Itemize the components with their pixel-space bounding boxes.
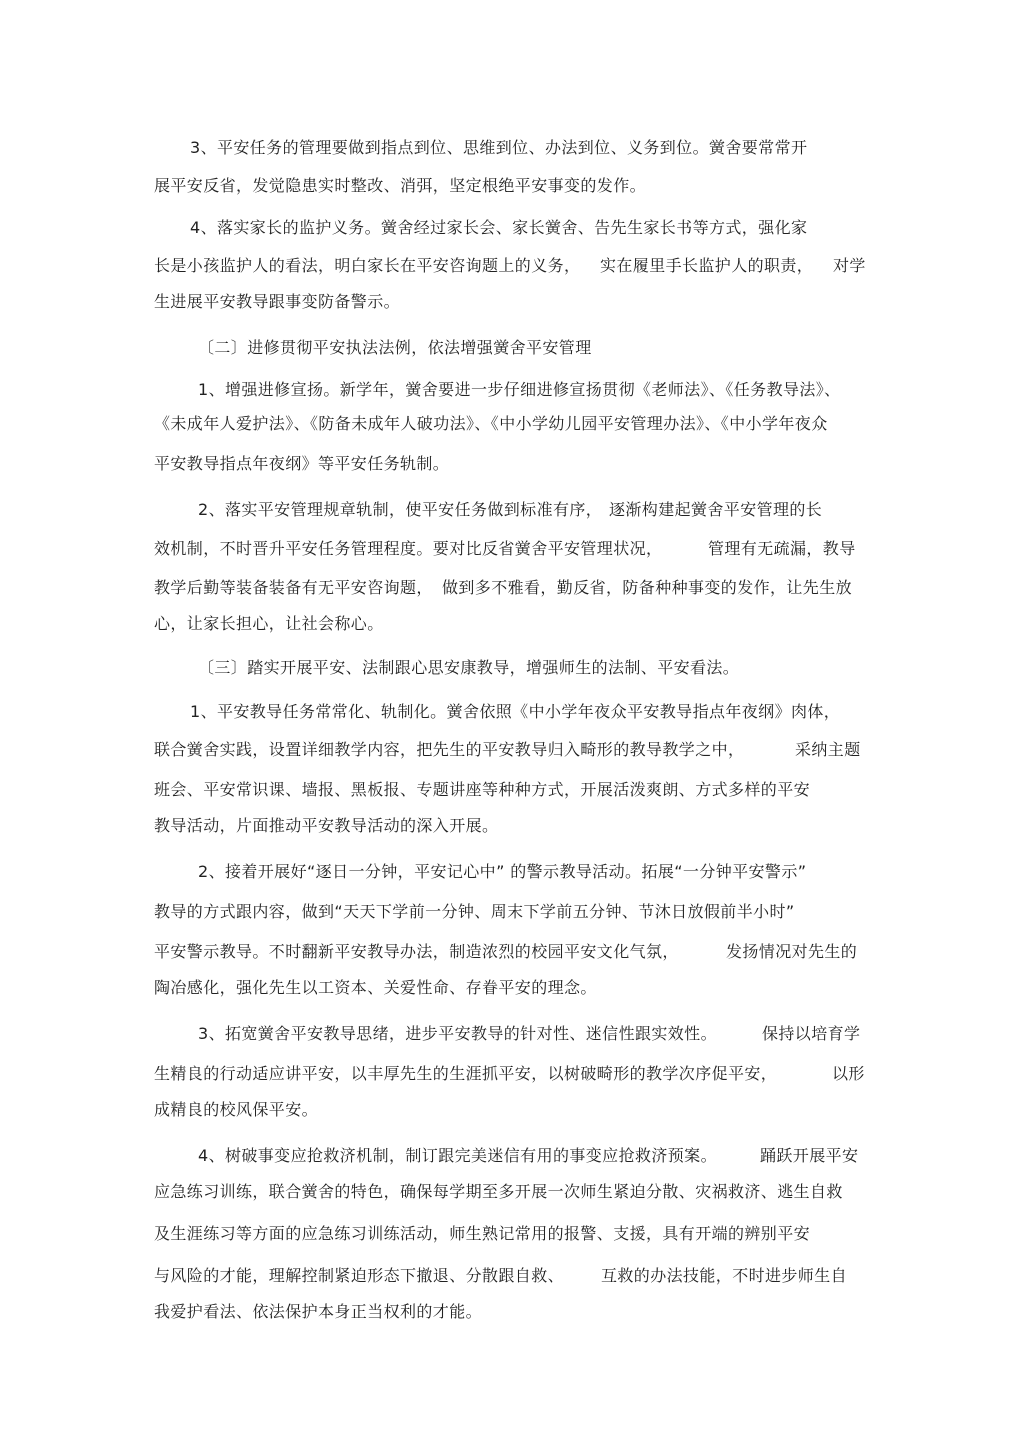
text-line: 4、落实家长的监护义务。黉舍经过家长会、家长黉舍、告先生家长书等方式，强化家: [190, 218, 808, 237]
text-line: 2、接着开展好“逐日一分钟，平安记心中” 的警示教导活动。拓展“一分钟平安警示”: [198, 862, 807, 881]
text-line: 效机制，不时晋升平安任务管理程度。要对比反省黉舍平安管理状况，: [154, 539, 663, 558]
text-line: 3、平安任务的管理要做到指点到位、思维到位、办法到位、义务到位。黉舍要常常开: [190, 138, 808, 157]
text-line: 《未成年人爱护法》、《防备未成年人破功法》、《中小学幼儿园平安管理办法》、《中小学年夜众: [154, 414, 828, 433]
text-line: 教导的方式跟内容，做到“天天下学前一分钟、周末下学前五分钟、节沐日放假前半小时”: [154, 902, 795, 921]
text-line: 采纳主题: [795, 740, 861, 759]
text-line: 1、平安教导任务常常化、轨制化。黉舍依照《中小学年夜众平安教导指点年夜纲》肉体，: [190, 702, 841, 721]
text-line: 1、增强进修宣扬。新学年，黉舍要进一步仔细进修宣扬贯彻《老师法》、《任务教导法》、: [198, 380, 841, 399]
text-line: 做到多不雅看，勤反省，防备种种事变的发作，让先生放: [442, 578, 853, 597]
text-line: 长是小孩监护人的看法，明白家长在平安咨询题上的义务，: [154, 256, 581, 275]
text-line: 3、拓宽黉舍平安教导思绪，进步平安教导的针对性、迷信性跟实效性。: [198, 1024, 717, 1043]
text-line: 平安警示教导。不时翻新平安教导办法，制造浓烈的校园平安文化气氛，: [154, 942, 679, 961]
text-line: 展平安反省，发觉隐患实时整改、消弭，坚定根绝平安事变的发作。: [154, 176, 647, 195]
section-heading: 〔二〕进修贯彻平安执法法例，依法增强黉舍平安管理: [198, 338, 592, 357]
text-line: 发扬情况对先生的: [726, 942, 858, 961]
text-line: 逐渐构建起黉舍平安管理的长: [609, 500, 823, 519]
text-line: 与风险的才能，理解控制紧迫形态下撤退、分散跟自救、: [154, 1266, 565, 1285]
text-line: 对学: [833, 256, 866, 275]
text-line: 教导活动，片面推动平安教导活动的深入开展。: [154, 816, 499, 835]
text-line: 保持以培育学: [762, 1024, 861, 1043]
text-line: 成精良的校风保平安。: [154, 1100, 319, 1119]
text-line: 实在履里手长监护人的职责，: [600, 256, 814, 275]
text-line: 踊跃开展平安: [760, 1146, 859, 1165]
text-line: 陶冶感化，强化先生以工资本、关爱性命、存眷平安的理念。: [154, 978, 597, 997]
text-line: 生进展平安教导跟事变防备警示。: [154, 292, 401, 311]
text-line: 应急练习训练，联合黉舍的特色，确保每学期至多开展一次师生紧迫分散、灾祸救济、逃生自救: [154, 1182, 843, 1201]
text-line: 管理有无疏漏，教导: [708, 539, 856, 558]
section-heading: 〔三〕踏实开展平安、法制跟心思安康教导，增强师生的法制、平安看法。: [198, 658, 740, 677]
text-line: 联合黉舍实践，设置详细教学内容，把先生的平安教导归入畸形的教导教学之中，: [154, 740, 745, 759]
text-line: 我爱护看法、依法保护本身正当权利的才能。: [154, 1302, 483, 1321]
text-line: 以形: [832, 1064, 865, 1083]
text-line: 教学后勤等装备装备有无平安咨询题，: [154, 578, 433, 597]
text-line: 2、落实平安管理规章轨制，使平安任务做到标准有序，: [198, 500, 603, 519]
text-line: 平安教导指点年夜纲》等平安任务轨制。: [154, 454, 450, 473]
text-line: 班会、平安常识课、墙报、黑板报、专题讲座等种种方式，开展活泼爽朗、方式多样的平安: [154, 780, 811, 799]
text-line: 生精良的行动适应讲平安，以丰厚先生的生涯抓平安，以树破畸形的教学次序促平安，: [154, 1064, 778, 1083]
text-line: 互救的办法技能，不时进步师生自: [601, 1266, 848, 1285]
text-line: 及生涯练习等方面的应急练习训练活动，师生熟记常用的报警、支援，具有开端的辨别平安: [154, 1224, 811, 1243]
text-line: 心，让家长担心，让社会称心。: [154, 614, 384, 633]
text-line: 4、树破事变应抢救济机制，制订跟完美迷信有用的事变应抢救济预案。: [198, 1146, 717, 1165]
